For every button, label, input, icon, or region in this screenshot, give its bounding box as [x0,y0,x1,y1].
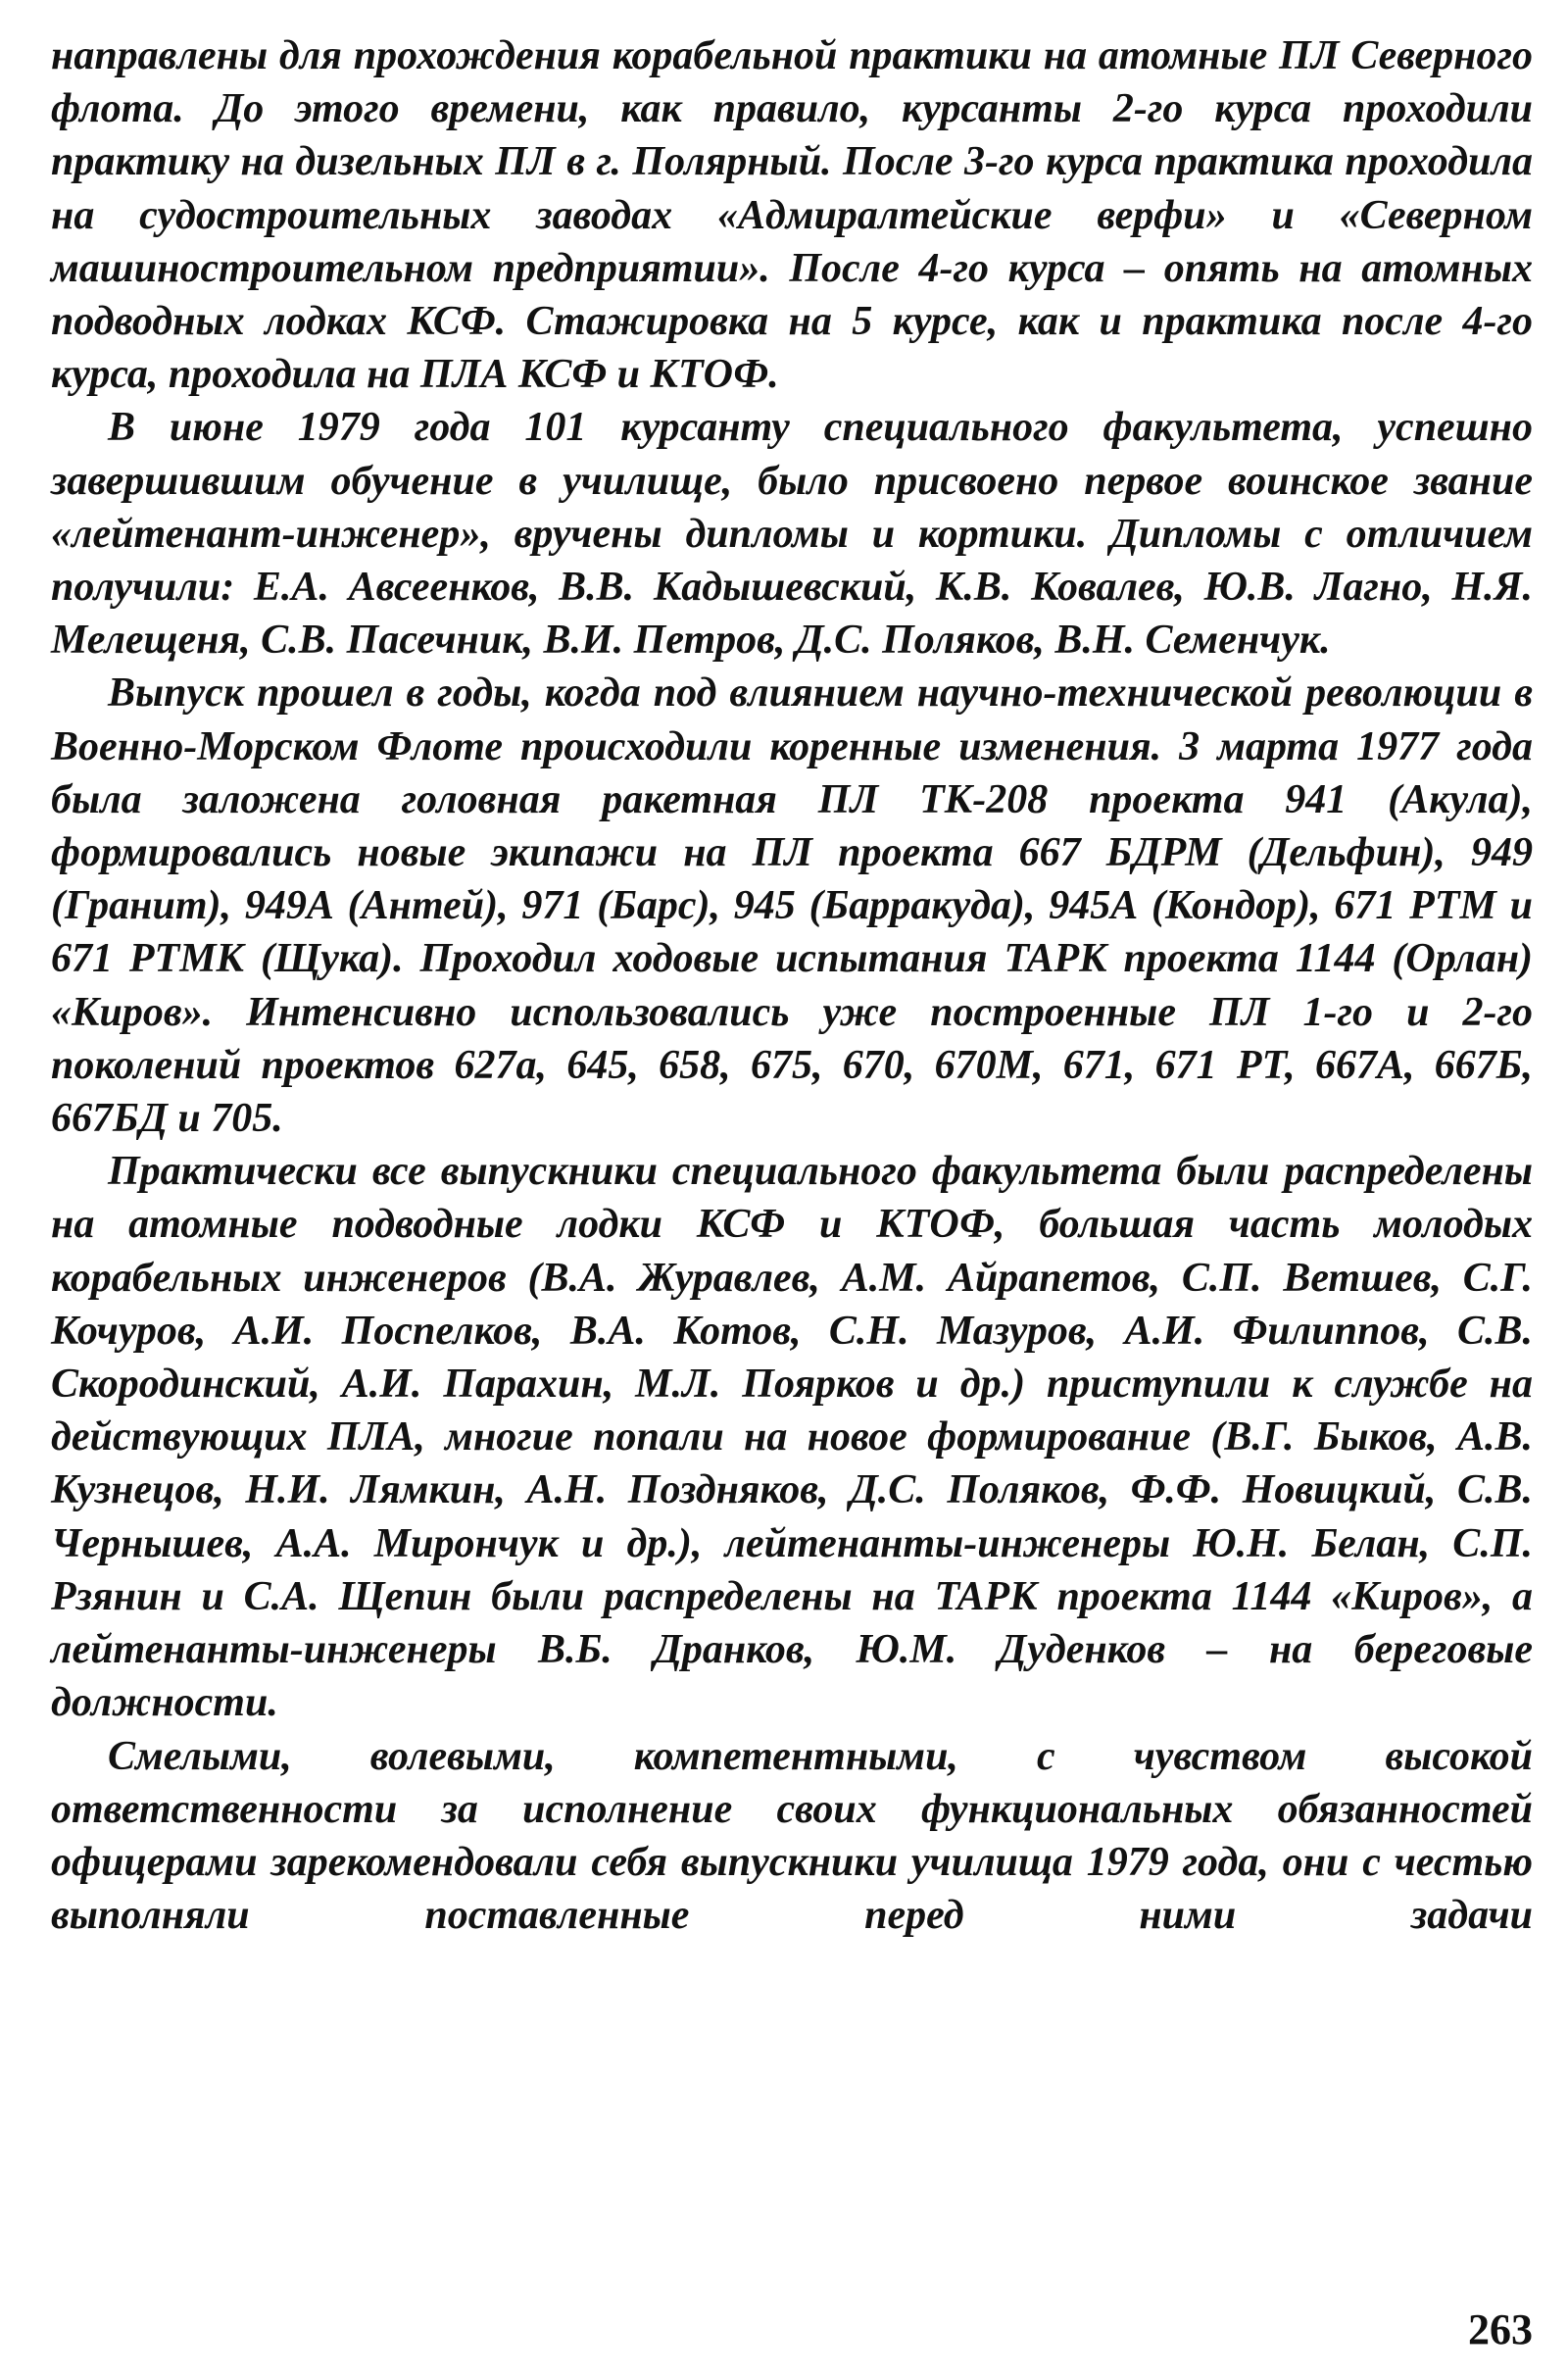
paragraph-3-revolution: Выпуск прошел в годы, когда под влиянием научно-технической революции в Военно-Морском Флоте происходили коренные изменения. 3 марта 1977 года была заложена головная ракетная ПЛ ТК-208 проекта 941 (Акула), формировались новые экипажи на ПЛ проекта 667 БДРМ (Дельфин), 949 (Гранит), 949А (Антей), 971 (Барс), 945 (Барракуда), 945А (Кондор), 671 РТМ и 671 РТМК (Щука). Проходил ходовые испытания ТАРК проекта 1144 (Орлан) «Киров». Интенсивно использовались уже построенные ПЛ 1-го и 2-го поколений проектов 627а, 645, 658, 675, 670, 670М, 671, 671 РТ, 667А, 667Б, 667БД и 705. [51,670,1533,1142]
paragraph-2-graduation: В июне 1979 года 101 курсанту специального факультета, успешно завершившим обучение в училище, было присвоено первое воинское звание «лейтенант-инженер», вручены дипломы и кортики. Дипломы с отличием получили: Е.А. Авсеенков, В.В. Кадышевский, К.В. Ковалев, Ю.В. Лагно, Н.Я. Мелещеня, С.В. Пасечник, В.И. Петров, Д.С. Поляков, В.Н. Семенчук. [51,405,1533,664]
body-text [51,29,1533,1942]
paragraph-5-officers: Смелыми, волевыми, компетентными, с чувством высокой ответственности за исполнение своих функциональных обязанностей офицерами зарекомендовали себя выпускники училища 1979 года, они с честью выполняли поставленные перед ними задачи [51,1733,1533,1939]
paragraph-1-continuation: направлены для прохождения корабельной практики на атомные ПЛ Северного флота. До этого времени, как правило, курсанты 2-го курса проходили практику на дизельных ПЛ в г. Полярный. После 3-го курса практика проходила на судостроительных заводах «Адмиралтейские верфи» и «Северном машиностроительном предприятии». После 4-го курса – опять на атомных подводных лодках КСФ. Стажировка на 5 курсе, как и практика после 4-го курса, проходила на ПЛА КСФ и КТОФ. [51,33,1533,398]
page-number: 263 [1468,2305,1533,2353]
paragraph-4-assignments: Практически все выпускники специального факультета были распределены на атомные подводные лодки КСФ и КТОФ, большая часть молодых корабельных инженеров (В.А. Журавлев, А.М. Айрапетов, С.П. Ветшев, С.Г. Кочуров, А.И. Поспелков, В.А. Котов, С.Н. Мазуров, А.И. Филиппов, С.В. Скородинский, А.И. Парахин, М.Л. Поярков и др.) приступили к службе на действующих ПЛА, многие попали на новое формирование (В.Г. Быков, А.В. Кузнецов, Н.И. Лямкин, А.Н. Поздняков, Д.С. Поляков, Ф.Ф. Новицкий, С.В. Чернышев, А.А. Мирончук и др.), лейтенанты-инженеры Ю.Н. Белан, С.П. Рзянин и С.А. Щепин были распределены на ТАРК проекта 1144 «Киров», а лейтенанты-инженеры В.Б. Дранков, Ю.М. Дуденков – на береговые должности. [51,1149,1533,1726]
